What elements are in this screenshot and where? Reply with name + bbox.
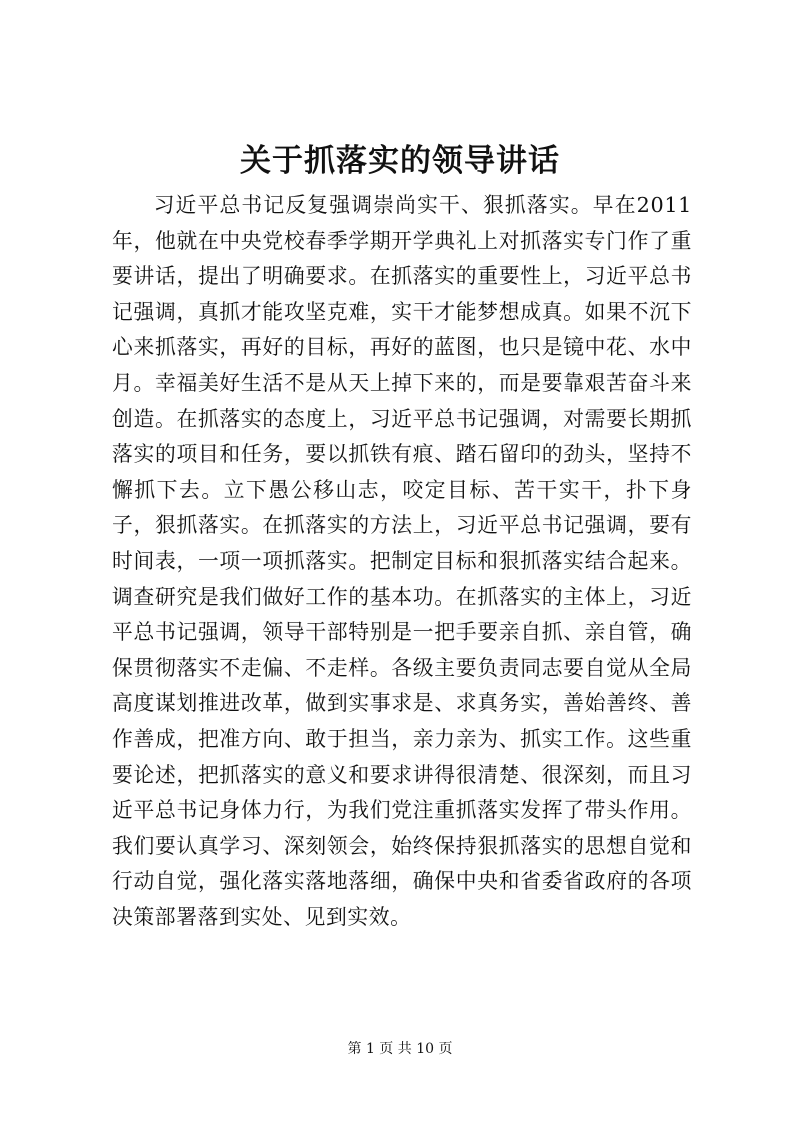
page-number-footer: 第 1 页 共 10 页 [347, 1041, 453, 1057]
body-paragraph: 习近平总书记反复强调崇尚实干、狠抓落实。早在2011年，他就在中央党校春季学期开学典礼上对抓落实专门作了重要讲话，提出了明确要求。在抓落实的重要性上，习近平总书记强调，真抓才能攻坚克难，实干才能梦想成真。如果不沉下心来抓落实，再好的目标，再好的蓝图，也只是镜中花、水中月。幸福美好生活不是从天上掉下来的，而是要靠艰苦奋斗来创造。在抓落实的态度上，习近平总书记强调，对需要长期抓落实的项目和任务，要以抓铁有痕、踏石留印的劲头，坚持不懈抓下去。立下愚公移山志，咬定目标、苦干实干，扑下身子，狠抓落实。在抓落实的方法上，习近平总书记强调，要有时间表，一项一项抓落实。把制定目标和狠抓落实结合起来。调查研究是我们做好工作的基本功。在抓落实的主体上，习近平总书记强调，领导干部特别是一把手要亲自抓、亲自管，确保贯彻落实不走偏、不走样。各级主要负责同志要自觉从全局高度谋划推进改革，做到实事求是、求真务实，善始善终、善作善成，把准方向、敢于担当，亲力亲为、抓实工作。这些重要论述，把抓落实的意义和要求讲得很清楚、很深刻，而且习近平总书记身体力行，为我们党注重抓落实发挥了带头作用。我们要认真学习、深刻领会，始终保持狠抓落实的思想自觉和行动自觉，强化落实落地落细，确保中央和省委省政府的各项决策部署落到实处、见到实效。 [112, 193, 692, 929]
document-title: 关于抓落实的领导讲话 [240, 143, 560, 179]
